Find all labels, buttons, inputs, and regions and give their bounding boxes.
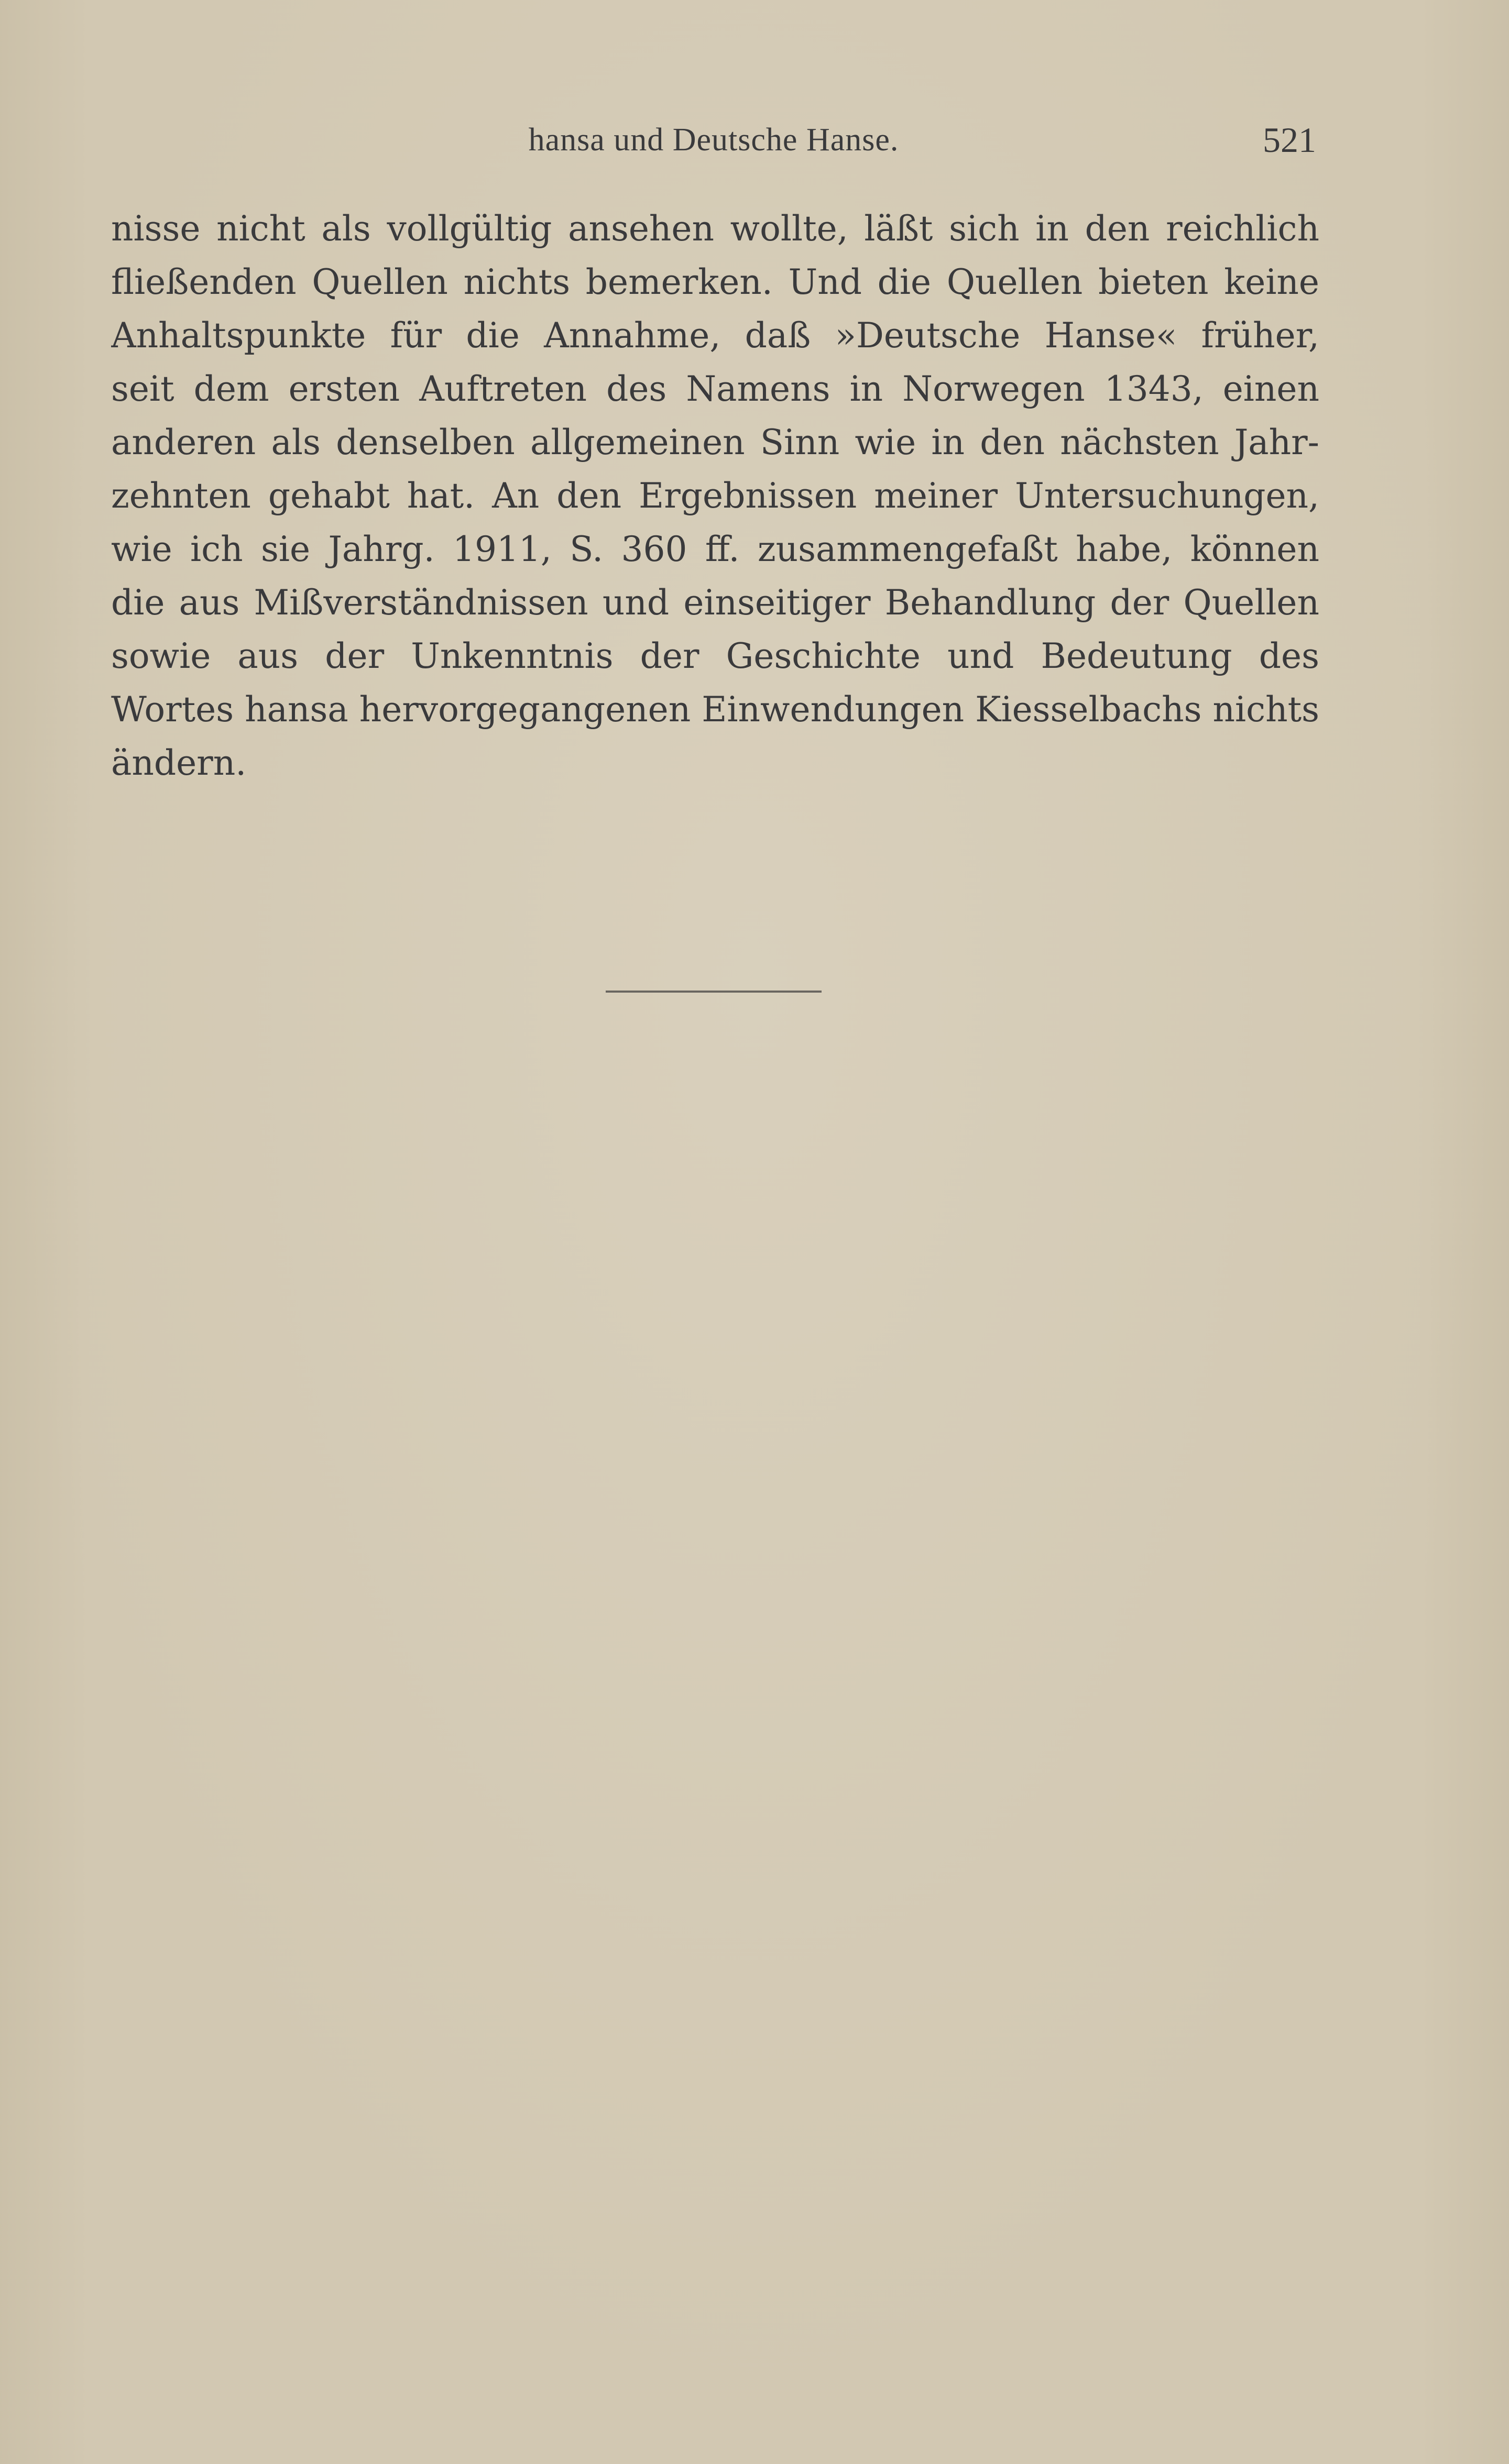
text-line: zehnten gehabt hat. An den Ergebnissen meiner Untersuchungen, [111, 476, 1319, 516]
text-line: seit dem ersten Auftreten des Namens in Norwegen 1343, einen [111, 369, 1319, 409]
text-line: wie ich sie Jahrg. 1911, S. 360 ff. zusammengefaßt habe, können [111, 529, 1319, 569]
text-line: nisse nicht als vollgültig ansehen wollte, läßt sich in den reichlich [111, 208, 1319, 249]
running-head [111, 116, 1316, 163]
section-end-rule [606, 991, 822, 993]
text-line: anderen als denselben allgemeinen Sinn wie in den nächsten Jahr- [111, 422, 1319, 463]
running-head-title: hansa und Deutsche Hanse. [528, 122, 899, 158]
text-line-last: ändern. [111, 743, 247, 783]
text-line: die aus Mißverständnissen und einseitiger Behandlung der Quellen [111, 582, 1319, 623]
page-number: 521 [1263, 120, 1316, 160]
text-line: Anhaltspunkte für die Annahme, daß »Deutsche Hanse« früher, [111, 315, 1319, 356]
text-line: sowie aus der Unkenntnis der Geschichte und Bedeutung des [111, 636, 1319, 676]
text-line: Wortes hansa hervorgegangenen Einwendungen Kiesselbachs nichts [111, 689, 1319, 730]
text-line: fließenden Quellen nichts bemerken. Und die Quellen bieten keine [111, 262, 1319, 302]
body-paragraph [111, 202, 1319, 790]
